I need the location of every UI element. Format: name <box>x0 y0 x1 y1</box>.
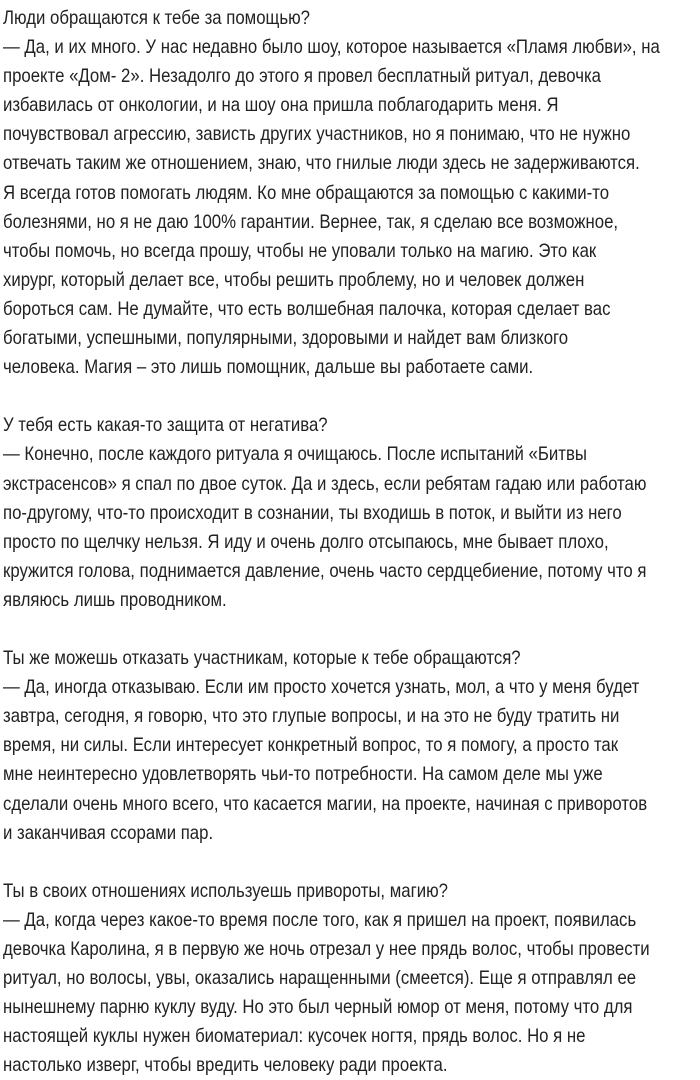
answer-line: человека. Магия – это лишь помощник, дальше вы работаете сами. <box>3 356 534 379</box>
answer-line: по-другому, что-то происходит в сознании, ты входишь в поток, и выйти из него <box>3 501 622 524</box>
answer-line: время, ни силы. Если интересует конкретный вопрос, то я помогу, а просто так <box>3 734 619 757</box>
answer-line: завтра, сегодня, я говорю, что это глупые вопросы, и на это не буду тратить ни <box>3 705 620 728</box>
qa-block-help <box>3 4 691 382</box>
answer-line: отвечать таким же отношением, знаю, что гнилые люди здесь не задерживаются. <box>3 152 640 175</box>
answer-line: Я всегда готов помогать людям. Ко мне обращаются за помощью с какими-то <box>3 181 610 204</box>
answer-line: бороться сам. Не думайте, что есть волшебная палочка, которая сделает вас <box>3 297 611 320</box>
question-line: Ты же можешь отказать участникам, которые к тебе обращаются? <box>3 647 521 670</box>
answer-line: проекте «Дом- 2». Незадолго до этого я провел бесплатный ритуал, девочка <box>3 65 602 88</box>
answer-line: — Да, и их много. У нас недавно было шоу, которое называется «Пламя любви», на <box>3 36 660 59</box>
qa-block-relationships <box>3 877 691 1080</box>
question-line: Люди обращаются к тебе за помощью? <box>3 7 310 29</box>
answer-line: девочка Каролина, я в первую же ночь отрезал у нее прядь волос, чтобы провести <box>3 938 650 960</box>
answer-line: ритуал, но волосы, увы, оказались наращенными (смеется). Еще я отправлял ее <box>3 967 637 990</box>
answer-line: и заканчивая ссорами пар. <box>3 821 214 844</box>
answer-line: экстрасенсов» я спал по двое суток. Да и здесь, если ребятам гадаю или работаю <box>3 472 647 495</box>
qa-block-refusal <box>3 644 691 848</box>
answer-line: мне неинтересно удовлетворять чьи-то потребности. На самом деле мы уже <box>3 763 603 786</box>
answer-line: кружится голова, поднимается давление, очень часто сердцебиение, потому что я <box>3 559 647 582</box>
answer-line: просто по щелчку нельзя. Я иду и очень долго отсыпаюсь, мне бывает плохо, <box>3 530 609 553</box>
qa-block-protection <box>3 411 691 615</box>
answer-line: нынешнему парню куклу вуду. Но это был черный юмор от меня, потому что для <box>3 996 633 1019</box>
answer-line: — Да, иногда отказываю. Если им просто хочется узнать, мол, а что у меня будет <box>3 676 640 699</box>
question-line: Ты в своих отношениях используешь привороты, магию? <box>3 879 448 902</box>
answer-line: почувствовал агрессию, зависть других участников, но я понимаю, что не нужно <box>3 123 631 146</box>
answer-line: — Да, когда через какое-то время после того, как я пришел на проект, появилась <box>3 908 637 931</box>
answer-line: хирург, который делает все, чтобы решить проблему, но и человек должен <box>3 268 585 291</box>
answer-line: богатыми, успешными, популярными, здоровыми и найдет вам близкого <box>3 327 569 350</box>
answer-line: настоящей куклы нужен биоматериал: кусочек ногтя, прядь волос. Но я не <box>3 1025 586 1048</box>
answer-line: настолько изверг, чтобы вредить человеку ради проекта. <box>3 1054 448 1077</box>
answer-line: болезнями, но я не даю 100% гарантии. Вернее, так, я сделаю все возможное, <box>3 210 619 233</box>
answer-line: избавилась от онкологии, и на шоу она пришла поблагодарить меня. Я <box>3 94 559 117</box>
answer-line: являюсь лишь проводником. <box>3 588 227 611</box>
answer-line: чтобы помочь, но всегда прошу, чтобы не уповали только на магию. Это как <box>3 239 597 262</box>
article-body <box>3 4 691 1080</box>
answer-line: — Конечно, после каждого ритуала я очищаюсь. После испытаний «Битвы <box>3 443 587 466</box>
answer-line: сделали очень много всего, что касается магии, на проекте, начиная с приворотов <box>3 792 648 815</box>
question-line: У тебя есть какая-то защита от негатива? <box>3 414 328 437</box>
